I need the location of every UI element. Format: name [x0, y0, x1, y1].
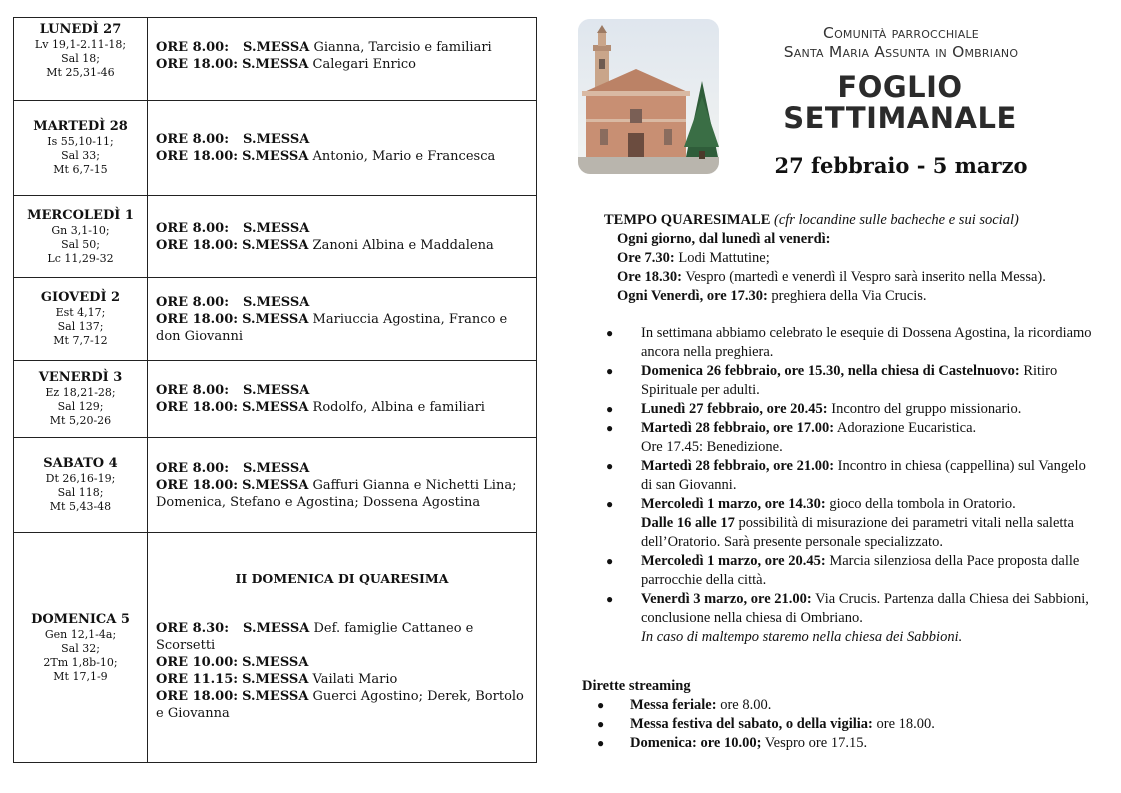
notice-extra-text: possibilità di misurazione dei parametri vitali nella saletta dell’Oratorio. Sarà presente personale specializzato.: [641, 515, 1074, 550]
mass-line: [156, 688, 528, 722]
mass-line: [156, 220, 528, 237]
community-line-2: Santa Maria Assunta in Ombriano: [783, 43, 1019, 61]
lent-lodi-line: [604, 249, 1104, 268]
liturgy-reading: Ez 18,21-28;: [45, 386, 116, 399]
notice-extra: [641, 514, 1098, 552]
mass-intention: Gianna, Tarcisio e familiari: [313, 40, 492, 55]
liturgy-reading: Mt 5,43-48: [49, 500, 112, 513]
mass-intention: Zanoni Albina e Maddalena: [312, 237, 494, 253]
notice-item: [603, 590, 1098, 647]
mass-line: [156, 654, 528, 671]
mass-label: S.MESSA: [242, 655, 309, 670]
lent-friday-line: [604, 287, 1104, 306]
mass-line: [156, 311, 528, 345]
mass-cell: [148, 278, 537, 361]
liturgy-reading: Est 4,17;: [55, 306, 106, 319]
notice-text: Via Crucis. Partenza dalla Chiesa dei Sabbioni, conclusione nella chiesa di Ombriano.: [641, 591, 1089, 626]
notice-item: [603, 419, 1098, 457]
community-title: [741, 24, 1061, 62]
mass-time: ORE 8.00:: [156, 132, 230, 147]
mass-time: ORE 18.00:: [156, 149, 239, 164]
streaming-item-label: Messa festiva del sabato, o della vigilia:: [630, 716, 873, 732]
mass-line: [156, 294, 528, 311]
day-cell: [14, 18, 148, 101]
mass-line: [156, 477, 528, 511]
notice-heading: Martedì 28 febbraio, ore 21.00:: [641, 458, 835, 474]
notice-text: Incontro del gruppo missionario.: [831, 401, 1022, 417]
mass-label: S.MESSA: [242, 311, 309, 327]
liturgy-reading: Sal 50;: [61, 237, 100, 251]
day-name: DOMENICA 5: [31, 611, 130, 627]
mass-label: S.MESSA: [242, 57, 309, 72]
mass-label: S.MESSA: [243, 294, 310, 310]
mass-line: [156, 56, 528, 73]
mass-line: [156, 671, 528, 688]
liturgy-reading: Lc 11,29-32: [47, 251, 114, 265]
mass-label: S.MESSA: [242, 400, 309, 415]
mass-time: ORE 8.00:: [156, 294, 230, 310]
liturgy-reading: Sal 18;: [61, 52, 100, 65]
mass-time: ORE 8.30:: [156, 621, 230, 636]
mass-schedule-table: [13, 17, 537, 763]
lent-heading-note: (cfr locandine sulle bacheche e sui social): [774, 212, 1019, 228]
mass-intention: Gaffuri Gianna e Nichetti Lina; Domenica, Stefano e Agostina; Dossena Agostina: [156, 477, 517, 510]
mass-intention: Def. famiglie Cattaneo e Scorsetti: [156, 621, 474, 653]
liturgy-reading: Sal 33;: [61, 149, 100, 162]
mass-label: S.MESSA: [243, 132, 310, 147]
mass-time: ORE 8.00:: [156, 383, 230, 398]
day-cell: [14, 438, 148, 533]
mass-line: [156, 460, 528, 477]
notice-extra: [641, 438, 1098, 457]
lent-heading: TEMPO QUARESIMALE: [604, 212, 771, 228]
streaming-heading: Dirette streaming: [582, 678, 691, 694]
mass-label: S.MESSA: [243, 383, 310, 398]
mass-label: S.MESSA: [242, 149, 309, 164]
notice-item: [603, 362, 1098, 400]
schedule-row: [14, 101, 537, 196]
streaming-section: [582, 677, 1102, 753]
schedule-row: [14, 361, 537, 438]
mass-line: [156, 131, 528, 148]
day-name: MARTEDÌ 28: [33, 119, 128, 134]
mass-intention: Rodolfo, Albina e familiari: [312, 400, 485, 415]
mass-label: S.MESSA: [243, 40, 310, 55]
mass-cell: [148, 438, 537, 533]
liturgy-reading: Gn 3,1-10;: [51, 223, 110, 237]
mass-cell: [148, 196, 537, 278]
liturgy-reading: Sal 129;: [57, 400, 104, 413]
lent-friday-label: Ogni Venerdì, ore 17.30:: [617, 288, 768, 304]
mass-cell: [148, 361, 537, 438]
liturgy-reading: Mt 17,1-9: [53, 669, 108, 683]
mass-label: S.MESSA: [242, 672, 309, 687]
liturgy-reading: Gen 12,1-4a;: [44, 627, 117, 641]
liturgy-reading: Mt 25,31-46: [46, 66, 115, 79]
day-cell: [14, 196, 148, 278]
schedule-row: [14, 196, 537, 278]
mass-line: [156, 237, 528, 254]
notice-item: [603, 552, 1098, 590]
streaming-item-text: ore 8.00.: [720, 697, 772, 713]
day-name: VENERDÌ 3: [38, 370, 123, 385]
day-name: LUNEDÌ 27: [39, 22, 122, 37]
date-range: 27 febbraio - 5 marzo: [774, 153, 1028, 178]
liturgy-reading: Mt 7,7-12: [53, 334, 108, 347]
liturgy-reading: 2Tm 1,8b-10;: [43, 655, 118, 669]
day-name: GIOVEDÌ 2: [40, 290, 121, 305]
notice-item: [603, 400, 1098, 419]
lent-section: [604, 211, 1104, 306]
notice-heading: Lunedì 27 febbraio, ore 20.45:: [641, 401, 828, 417]
notice-heading: Venerdì 3 marzo, ore 21.00:: [641, 591, 812, 607]
notice-heading: Mercoledì 1 marzo, ore 20.45:: [641, 553, 826, 569]
notice-text: Incontro in chiesa (cappellina) sul Vangelo di san Giovanni.: [641, 458, 1086, 493]
streaming-item: [582, 715, 1102, 734]
notice-heading: Martedì 28 febbraio, ore 17.00:: [641, 420, 835, 436]
mass-intention: Calegari Enrico: [312, 57, 417, 72]
notice-heading: Mercoledì 1 marzo, ore 14.30:: [641, 496, 826, 512]
streaming-list: [582, 696, 1102, 753]
mass-label: S.MESSA: [243, 220, 310, 236]
streaming-item-label: Domenica: ore 10.00;: [630, 735, 762, 751]
mass-intention: Antonio, Mario e Francesca: [312, 149, 496, 164]
mass-label: S.MESSA: [243, 460, 310, 476]
notice-item: [603, 495, 1098, 552]
mass-intention: Mariuccia Agostina, Franco e don Giovanni: [156, 311, 508, 344]
notice-text: Adorazione Eucaristica.: [836, 420, 977, 436]
mass-line: [156, 382, 528, 399]
mass-time: ORE 10.00:: [156, 655, 239, 670]
community-line-1: Comunità parrocchiale: [823, 24, 979, 42]
day-cell: [14, 533, 148, 763]
notice-extra-heading: Dalle 16 alle 17: [641, 515, 735, 531]
lent-vespro-text: Vespro (martedì e venerdì il Vespro sarà inserito nella Messa).: [685, 269, 1046, 285]
lent-vespro-time: Ore 18.30:: [617, 269, 682, 285]
mass-label: S.MESSA: [243, 621, 310, 636]
church-photo: [578, 19, 719, 174]
mass-line: [156, 148, 528, 165]
lent-lodi-text: Lodi Mattutine;: [678, 250, 770, 266]
church-icon: [578, 19, 719, 174]
mass-intention: Vailati Mario: [312, 672, 398, 687]
day-cell: [14, 361, 148, 438]
mass-cell: [148, 101, 537, 196]
sheet-title: [770, 72, 1030, 134]
notice-heading: Domenica 26 febbraio, ore 15.30, nella chiesa di Castelnuovo:: [641, 363, 1020, 379]
mass-time: ORE 18.00:: [156, 57, 239, 72]
liturgy-reading: Mt 5,20-26: [49, 414, 112, 427]
notice-item: [603, 457, 1098, 495]
streaming-item: [582, 734, 1102, 753]
notice-italic-note: In caso di maltempo staremo nella chiesa dei Sabbioni.: [641, 629, 963, 645]
sunday-title: II DOMENICA DI QUARESIMA: [235, 571, 449, 586]
mass-time: ORE 18.00:: [156, 237, 239, 253]
mass-cell: [148, 533, 537, 763]
notice-text: Ritiro Spirituale per adulti.: [641, 363, 1058, 398]
notices-list: [603, 324, 1098, 647]
schedule-row: [14, 18, 537, 101]
liturgy-reading: Dt 26,16-19;: [45, 472, 116, 485]
lent-heading-line: [604, 211, 1104, 230]
lent-friday-text: preghiera della Via Crucis.: [771, 288, 927, 304]
mass-time: ORE 8.00:: [156, 40, 230, 55]
mass-time: ORE 18.00:: [156, 689, 239, 704]
streaming-item-text: Vespro ore 17.15.: [764, 735, 868, 751]
streaming-item-text: ore 18.00.: [876, 716, 935, 732]
lent-lodi-time: Ore 7.30:: [617, 250, 675, 266]
liturgy-reading: Lv 19,1-2.11-18;: [34, 38, 127, 51]
sheet-title-line-1: FOGLIO: [837, 70, 963, 104]
mass-line: [156, 399, 528, 416]
schedule-row: [14, 533, 537, 763]
mass-time: ORE 18.00:: [156, 311, 239, 327]
mass-label: S.MESSA: [242, 689, 309, 704]
notice-text: Marcia silenziosa della Pace proposta dalle parrocchie della città.: [641, 553, 1080, 588]
mass-cell: [148, 18, 537, 101]
liturgy-reading: Mt 6,7-15: [53, 163, 108, 176]
liturgy-reading: Sal 137;: [57, 320, 104, 333]
mass-time: ORE 11.15:: [156, 672, 239, 687]
mass-line: [156, 620, 528, 654]
liturgy-reading: Is 55,10-11;: [47, 135, 114, 148]
streaming-item: [582, 696, 1102, 715]
lent-vespro-line: [604, 268, 1104, 287]
mass-time: ORE 8.00:: [156, 220, 230, 236]
day-cell: [14, 278, 148, 361]
mass-time: ORE 18.00:: [156, 477, 239, 493]
notice-text: In settimana abbiamo celebrato le esequie di Dossena Agostina, la ricordiamo ancora nella preghiera.: [641, 325, 1092, 360]
schedule-row: [14, 438, 537, 533]
liturgy-reading: Sal 118;: [57, 486, 104, 499]
notice-text: gioco della tombola in Oratorio.: [829, 496, 1016, 512]
notice-extra-text: Ore 17.45: Benedizione.: [641, 439, 783, 455]
liturgy-reading: Sal 32;: [61, 641, 100, 655]
mass-label: S.MESSA: [242, 237, 309, 253]
day-name: MERCOLEDÌ 1: [27, 207, 134, 223]
mass-time: ORE 18.00:: [156, 400, 239, 415]
mass-line: [156, 39, 528, 56]
notice-item: [603, 324, 1098, 362]
mass-intention: Guerci Agostino; Derek, Bortolo e Giovanna: [156, 689, 524, 721]
day-cell: [14, 101, 148, 196]
mass-label: S.MESSA: [242, 477, 309, 493]
schedule-row: [14, 278, 537, 361]
day-name: SABATO 4: [43, 456, 118, 471]
mass-time: ORE 8.00:: [156, 460, 230, 476]
streaming-item-label: Messa feriale:: [630, 697, 717, 713]
lent-daily-label: Ogni giorno, dal lunedì al venerdì:: [617, 231, 831, 247]
sheet-title-line-2: SETTIMANALE: [783, 101, 1017, 135]
